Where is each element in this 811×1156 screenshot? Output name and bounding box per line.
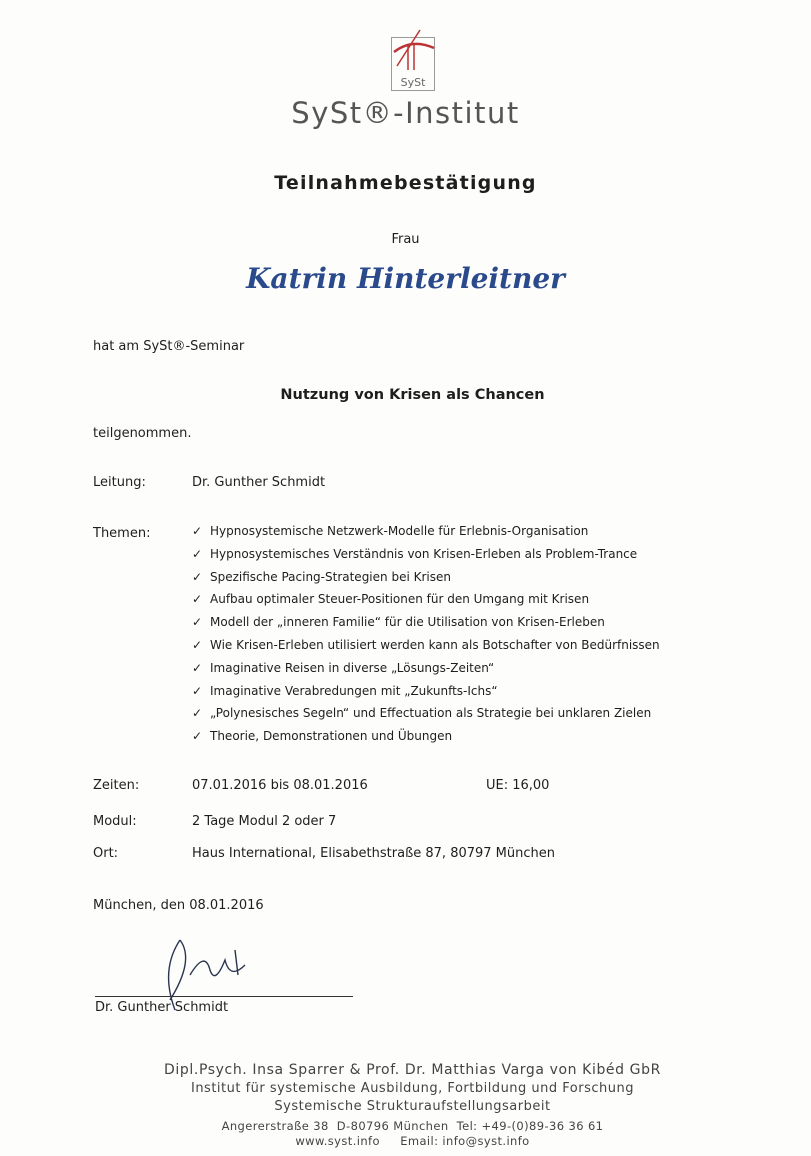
list-item: ✓ Wie Krisen-Erleben utilisiert werden kann als Botschafter von Bedürfnissen bbox=[192, 638, 660, 661]
ue-value: UE: 16,00 bbox=[486, 778, 550, 793]
list-item: ✓ „Polynesisches Segeln“ und Effectuation als Strategie bei unklaren Zielen bbox=[192, 706, 660, 729]
list-item: ✓ Aufbau optimaler Steuer-Positionen für den Umgang mit Krisen bbox=[192, 592, 660, 615]
list-item: ✓ Hypnosystemisches Verständnis von Krisen-Erleben als Problem-Trance bbox=[192, 547, 660, 570]
check-icon: ✓ bbox=[192, 637, 203, 652]
list-item: ✓ Hypnosystemische Netzwerk-Modelle für Erlebnis-Organisation bbox=[192, 524, 660, 547]
zeiten-label: Zeiten: bbox=[93, 778, 140, 793]
footer-line-1: Dipl.Psych. Insa Sparrer & Prof. Dr. Matthias Varga von Kibéd GbR bbox=[164, 1062, 661, 1078]
check-icon: ✓ bbox=[192, 729, 203, 744]
ort-label: Ort: bbox=[93, 846, 119, 861]
zeiten-value: 07.01.2016 bis 08.01.2016 bbox=[192, 778, 368, 793]
salutation: Frau bbox=[391, 232, 420, 247]
intro-text: hat am SySt®-Seminar bbox=[93, 339, 245, 354]
footer-address: Angererstraße 38 D-80796 München Tel: +49-(0)89-36 36 61 bbox=[221, 1119, 604, 1133]
signature-line bbox=[95, 996, 353, 997]
check-icon: ✓ bbox=[192, 569, 203, 584]
ort-value: Haus International, Elisabethstraße 87, 80797 München bbox=[192, 846, 555, 861]
footer-line-2: Institut für systemische Ausbildung, Fortbildung und Forschung bbox=[190, 1081, 634, 1096]
modul-value: 2 Tage Modul 2 oder 7 bbox=[192, 814, 337, 829]
check-icon: ✓ bbox=[192, 683, 203, 698]
document-title: Teilnahmebestätigung bbox=[274, 172, 537, 194]
topics-list bbox=[192, 524, 660, 752]
logo-text: SySt bbox=[400, 76, 426, 89]
themen-label: Themen: bbox=[93, 526, 151, 541]
institute-name: SySt®-Institut bbox=[291, 96, 520, 130]
list-item: ✓ Modell der „inneren Familie“ für die Utilisation von Krisen-Erleben bbox=[192, 615, 660, 638]
leitung-label: Leitung: bbox=[93, 475, 146, 490]
participated-text: teilgenommen. bbox=[93, 426, 192, 441]
logo-mark-icon bbox=[382, 26, 442, 76]
list-item: ✓ Imaginative Verabredungen mit „Zukunfts-Ichs“ bbox=[192, 684, 660, 707]
check-icon: ✓ bbox=[192, 660, 203, 675]
check-icon: ✓ bbox=[192, 706, 203, 721]
modul-label: Modul: bbox=[93, 814, 137, 829]
list-item: ✓ Imaginative Reisen in diverse „Lösungs-Zeiten“ bbox=[192, 661, 660, 684]
seminar-title: Nutzung von Krisen als Chancen bbox=[280, 387, 545, 403]
footer-contact: www.syst.info Email: info@syst.info bbox=[295, 1134, 530, 1148]
signatory-name: Dr. Gunther Schmidt bbox=[95, 1000, 229, 1015]
participant-name: Katrin Hinterleitner bbox=[246, 262, 565, 295]
check-icon: ✓ bbox=[192, 524, 203, 538]
check-icon: ✓ bbox=[192, 592, 203, 607]
leitung-value: Dr. Gunther Schmidt bbox=[192, 475, 326, 490]
list-item: ✓ Spezifische Pacing-Strategien bei Krisen bbox=[192, 570, 660, 593]
logo bbox=[391, 37, 435, 91]
place-date: München, den 08.01.2016 bbox=[93, 898, 264, 913]
check-icon: ✓ bbox=[192, 615, 203, 630]
footer-line-3: Systemische Strukturaufstellungsarbeit bbox=[274, 1099, 551, 1114]
list-item: ✓ Theorie, Demonstrationen und Übungen bbox=[192, 729, 660, 752]
check-icon: ✓ bbox=[192, 546, 203, 561]
